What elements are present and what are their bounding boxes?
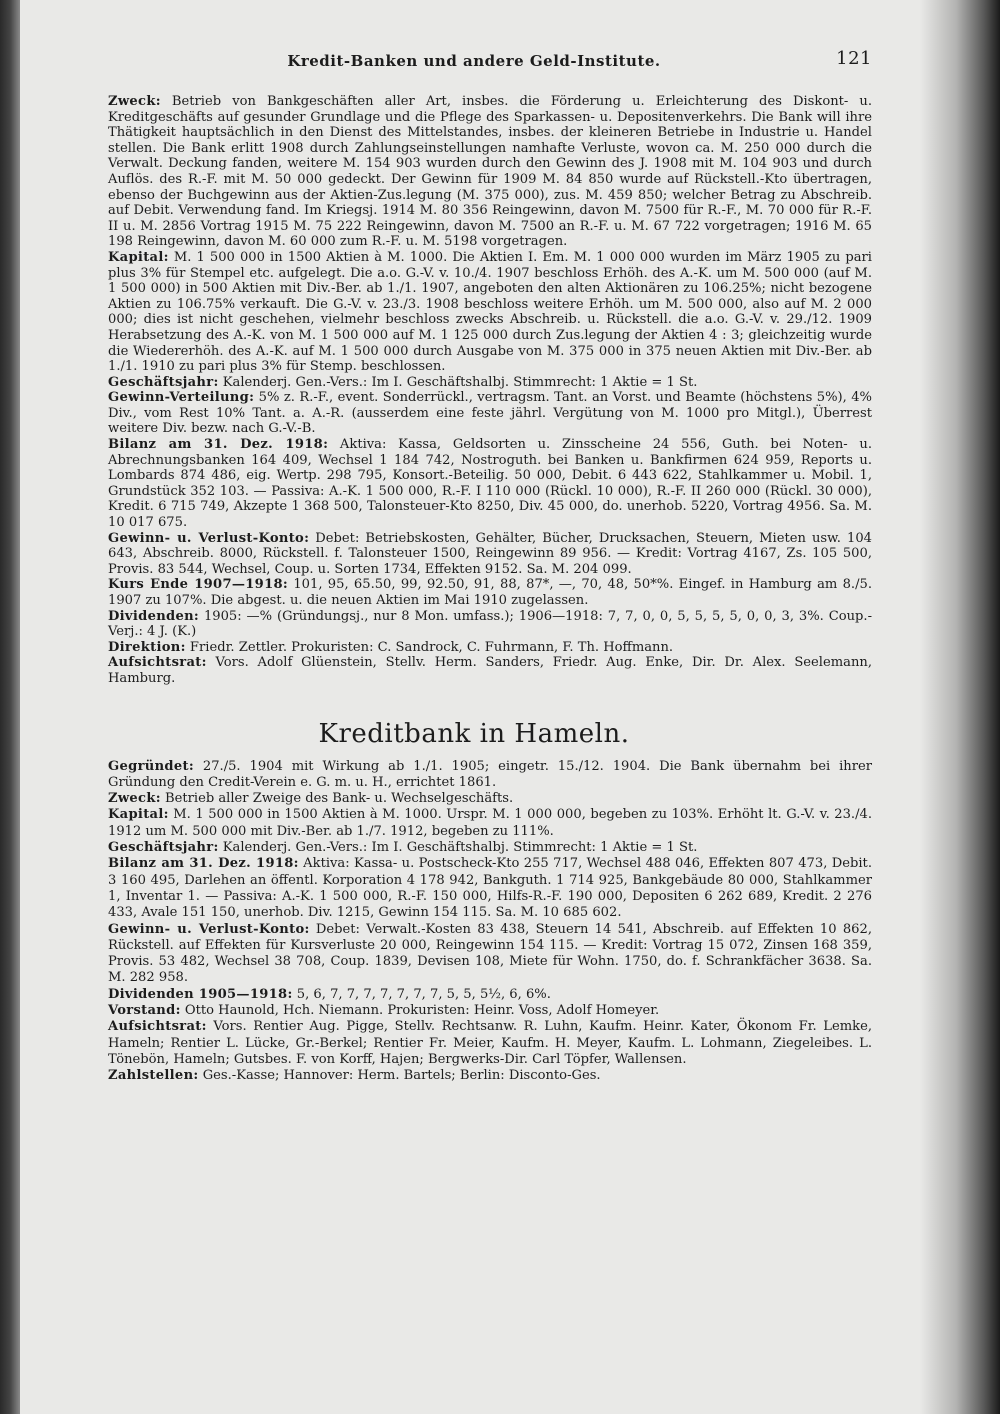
- page-content: [76, 40, 872, 1085]
- field-text: Aktiva: Kassa- u. Postscheck-Kto 255 717, Wechsel 488 046, Effekten 807 473, Debit. 3 160 495, Darlehen an öffentl. Korporation 4 178 942, Bankguth. 1 714 925, Bankgebäude 80 000, Stahlkammer 1, Inventar 1. — Passiva: A.-K. 1 500 000, R.-F. 150 000, Hilfs-R.-F. 190 000, Depositen 6 262 689, Kredit. 2 276 433, Avale 151 150, unerhob. Div. 1215, Gewinn 154 115. Sa. M. 10 685 602.: [108, 856, 872, 921]
- entry-paragraph: [76, 437, 872, 531]
- field-text: 27./5. 1904 mit Wirkung ab 1./1. 1905; eingetr. 15./12. 1904. Die Bank übernahm bei ihrer Gründung den Credit-Verein e. G. m. u. H., errichtet 1861.: [108, 758, 872, 790]
- field-label: Aufsichtsrat:: [108, 1019, 207, 1035]
- entry-paragraph: [76, 655, 872, 686]
- entry-paragraph: [76, 1003, 872, 1019]
- field-text: 5% z. R.-F., event. Sonderrückl., vertragsm. Tant. an Vorst. und Beamte (höchstens 5%), 4% Div., vom Rest 10% Tant. a. A.-R. (ausserdem eine feste jährl. Vergütung von M. 1000 pro Mitgl.), Überrest weitere Div. bezw. nach G.-V.-B.: [108, 390, 872, 437]
- entry-paragraph: [76, 791, 872, 807]
- entry-paragraph: [76, 609, 872, 640]
- entry-paragraph: [76, 987, 872, 1003]
- running-header: [76, 40, 872, 80]
- field-text: Otto Haunold, Hch. Niemann. Prokuristen: Heinr. Voss, Adolf Homeyer.: [180, 1003, 660, 1019]
- field-label: Direktion:: [108, 639, 186, 655]
- entry-paragraph: [76, 856, 872, 921]
- field-text: Aktiva: Kassa, Geldsorten u. Zinsscheine 24 556, Guth. bei Noten- u. Abrechnungsbanken 164 409, Wechsel 1 184 742, Nostroguth. bei Banken u. Bankfirmen 624 959, Reports u. Lombards 874 486, eig. Wertp. 298 795, Konsort.-Beteilig. 50 000, Debit. 6 443 622, Stahlkammer u. Mobil. 1, Grundstück 352 103. — Passiva: A.-K. 1 500 000, R.-F. I 110 000 (Rückl. 10 000), R.-F. II 260 000 (Rückl. 30 000), Kredit. 6 715 749, Akzepte 1 368 500, Talonsteuer-Kto 8250, Div. 45 000, do. unerhob. 5220, Vortrag 4956. Sa. M. 10 017 675.: [108, 437, 872, 531]
- field-text: Kalenderj. Gen.-Vers.: Im I. Geschäftshalbj. Stimmrecht: 1 Aktie = 1 St.: [218, 374, 698, 390]
- field-text: 1905: —% (Gründungsj., nur 8 Mon. umfass.); 1906—1918: 7, 7, 0, 0, 5, 5, 5, 5, 0, 0, 3, 3%. Coup.-Verj.: 4 J. (K.): [108, 608, 872, 640]
- field-text: Betrieb von Bankgeschäften aller Art, insbes. die Förderung u. Erleichterung des Diskont- u. Kreditgeschäfts auf gesunder Grundlage und die Pflege des Sparkassen- u. Depositenverkehrs. Die Bank will ihre Thätigkeit hauptsächlich in den Dienst des Mittelstandes, insbes. der kleineren Betriebe in Industrie u. Handel stellen. Die Bank erlitt 1908 durch Zahlungseinstellungen namhafte Verluste, wovon ca. M. 250 000 durch die Verwalt. Deckung fanden, weitere M. 154 903 wurden durch den Gewinn des J. 1908 mit M. 104 903 und durch Auflös. des R.-F. mit M. 50 000 gedeckt. Der Gewinn für 1909 M. 84 850 wurde auf Rückstell.-Kto übertragen, ebenso der Buchgewinn aus der Aktien-Zus.legung (M. 375 000), zus. M. 459 850; welcher Betrag zu Abschreib. auf Debit. Verwendung fand. Im Kriegsj. 1914 M. 80 356 Reingewinn, davon M. 7500 für R.-F., M. 70 000 für R.-F. II u. M. 2856 Vortrag 1915 M. 75 222 Reingewinn, davon M. 7500 an R.-F. u. M. 67 722 vorgetragen; 1916 M. 65 198 Reingewinn, davon M. 60 000 zum R.-F. u. M. 5198 vorgetragen.: [108, 94, 872, 250]
- field-text: Friedr. Zettler. Prokuristen: C. Sandrock, C. Fuhrmann, F. Th. Hoffmann.: [185, 639, 674, 655]
- field-label: Zahlstellen:: [108, 1068, 199, 1084]
- entry-paragraph: [76, 1068, 872, 1084]
- bank-entry-hameln: [76, 759, 872, 1085]
- bank-heading: Kreditbank in Hameln.: [318, 718, 630, 749]
- field-label: Gewinn-Verteilung:: [108, 390, 255, 406]
- page-edge-shadow: [920, 0, 1000, 1414]
- field-text: 5, 6, 7, 7, 7, 7, 7, 7, 7, 5, 5, 5½, 6, 6%.: [292, 986, 551, 1002]
- field-text: Vors. Rentier Aug. Pigge, Stellv. Rechtsanw. R. Luhn, Kaufm. Heinr. Kater, Ökonom Fr. Lemke, Hameln; Rentier L. Lücke, Gr.-Berkel; Rentier Fr. Meier, Kaufm. H. Meyer, Kaufm. L. Lohmann, Ziegeleibes. L. Tönebön, Hameln; Gutsbes. F. von Korff, Hajen; Bergwerks-Dir. Carl Töpfer, Wallensen.: [108, 1019, 872, 1067]
- entry-paragraph: [76, 250, 872, 375]
- field-label: Aufsichtsrat:: [108, 655, 207, 671]
- field-text: Debet: Verwalt.-Kosten 83 438, Steuern 14 541, Abschreib. auf Effekten 10 862, Rückstell. auf Effekten für Kursverluste 20 000, Reingewinn 154 115. — Kredit: Vortrag 15 072, Zinsen 168 359, Provis. 53 482, Wechsel 38 708, Coup. 1839, Devisen 108, Miete für Wohn. 1750, do. f. Schrankfächer 3638. Sa. M. 282 958.: [108, 921, 872, 986]
- field-label: Vorstand:: [108, 1003, 181, 1019]
- running-title: Kredit-Banken und andere Geld-Institute.: [287, 52, 661, 70]
- bank-entry-previous: [76, 94, 872, 687]
- field-label: Kapital:: [108, 807, 169, 823]
- field-label: Geschäftsjahr:: [108, 840, 219, 856]
- field-label: Bilanz am 31. Dez. 1918:: [108, 856, 299, 872]
- field-label: Kurs Ende 1907—1918:: [108, 577, 289, 593]
- field-text: M. 1 500 000 in 1500 Aktien à M. 1000. Die Aktien I. Em. M. 1 000 000 wurden im März 1905 zu pari plus 3% für Stempel etc. aufgelegt. Die a.o. G.-V. v. 10./4. 1907 beschloss Erhöh. des A.-K. um M. 500 000 (auf M. 1 500 000) in 500 Aktien mit Div.-Ber. ab 1./1. 1907, angeboten den alten Aktionären zu 106.25%; nicht bezogene Aktien zu 106.75% verkauft. Die G.-V. v. 23./3. 1908 beschloss weitere Erhöh. um M. 500 000, also auf M. 2 000 000; dies ist nicht geschehen, vielmehr beschloss zwecks Abschreib. u. Rückstell. die a.o. G.-V. v. 29./12. 1909 Herabsetzung des A.-K. von M. 1 500 000 auf M. 1 125 000 durch Zus.legung der Aktien 4 : 3; gleichzeitig wurde die Wiedererhöh. des A.-K. auf M. 1 500 000 durch Ausgabe von M. 375 000 in 375 neuen Aktien mit Div.-Ber. ab 1./1. 1910 zu pari plus 3% für Stemp. beschlossen.: [108, 249, 872, 375]
- field-label: Bilanz am 31. Dez. 1918:: [108, 437, 329, 453]
- entry-paragraph: [76, 577, 872, 608]
- entry-paragraph: [76, 531, 872, 578]
- entry-paragraph: [76, 759, 872, 792]
- field-label: Zweck:: [108, 94, 161, 109]
- entry-paragraph: [76, 840, 872, 856]
- field-label: Dividenden:: [108, 608, 200, 624]
- page-binding-shadow: [0, 0, 20, 1414]
- entry-paragraph: [76, 922, 872, 987]
- field-text: Kalenderj. Gen.-Vers.: Im I. Geschäftshalbj. Stimmrecht: 1 Aktie = 1 St.: [218, 840, 698, 856]
- field-label: Zweck:: [108, 791, 161, 807]
- field-text: Ges.-Kasse; Hannover: Herm. Bartels; Berlin: Disconto-Ges.: [198, 1068, 601, 1084]
- entry-paragraph: [76, 94, 872, 250]
- field-text: 101, 95, 65.50, 99, 92.50, 91, 88, 87*, —, 70, 48, 50*%. Eingef. in Hamburg am 8./5. 1907 zu 107%. Die abgest. u. die neuen Aktien im Mai 1910 zugelassen.: [108, 577, 872, 608]
- field-label: Geschäftsjahr:: [108, 374, 219, 390]
- entry-paragraph: [76, 390, 872, 437]
- field-text: Debet: Betriebskosten, Gehälter, Bücher, Drucksachen, Steuern, Mieten usw. 104 643, Abschreib. 8000, Rückstell. f. Talonsteuer 1500, Reingewinn 89 956. — Kredit: Vortrag 4167, Zs. 105 500, Provis. 83 544, Wechsel, Coup. u. Sorten 1734, Effekten 9152. Sa. M. 204 099.: [108, 530, 872, 577]
- page-number: 121: [836, 48, 872, 69]
- field-label: Gewinn- u. Verlust-Konto:: [108, 530, 310, 546]
- field-text: Vors. Adolf Glüenstein, Stellv. Herm. Sanders, Friedr. Aug. Enke, Dir. Dr. Alex. Seelemann, Hamburg.: [108, 655, 872, 686]
- field-label: Gegründet:: [108, 758, 194, 774]
- field-label: Dividenden 1905—1918:: [108, 986, 293, 1002]
- field-text: M. 1 500 000 in 1500 Aktien à M. 1000. Urspr. M. 1 000 000, begeben zu 103%. Erhöht lt. G.-V. v. 23./4. 1912 um M. 500 000 mit Div.-Ber. ab 1./7. 1912, begeben zu 111%.: [108, 807, 872, 839]
- field-label: Gewinn- u. Verlust-Konto:: [108, 921, 310, 937]
- field-text: Betrieb aller Zweige des Bank- u. Wechselgeschäfts.: [160, 791, 514, 807]
- entry-paragraph: [76, 1019, 872, 1068]
- field-label: Kapital:: [108, 249, 169, 265]
- entry-paragraph: [76, 375, 872, 391]
- entry-paragraph: [76, 640, 872, 656]
- entry-paragraph: [76, 807, 872, 840]
